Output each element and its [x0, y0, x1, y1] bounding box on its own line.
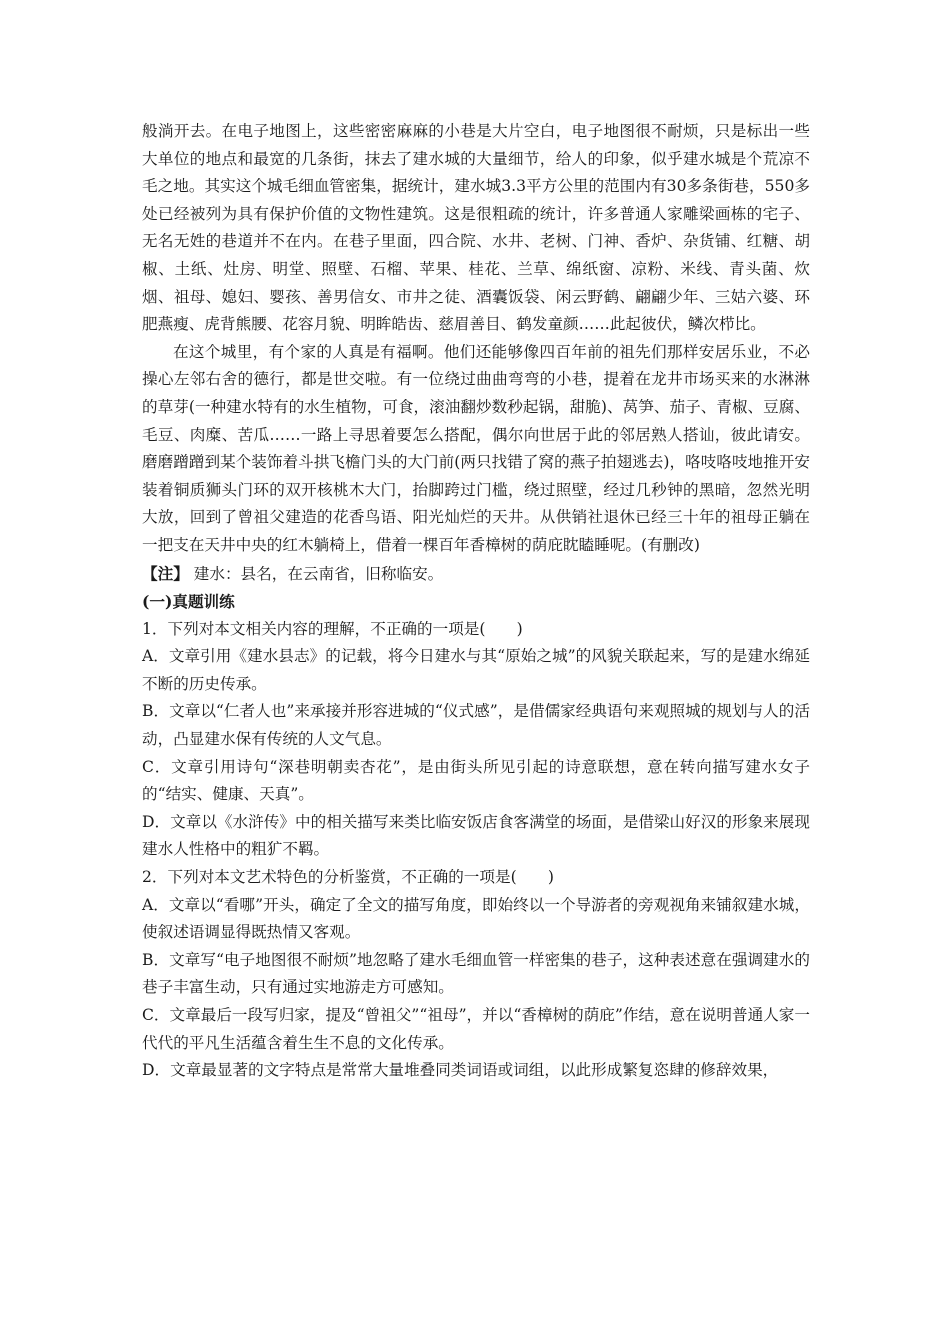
option-b: B．文章以“仁者人也”来承接并形容进城的“仪式感”，是借儒家经典语句来观照城的规划与人的活动，凸显建水保有传统的人文气息。 [142, 702, 810, 749]
option-a: A．文章引用《建水县志》的记载，将今日建水与其“原始之城”的风貌关联起来，写的是建水绵延不断的历史传承。 [142, 647, 810, 693]
passage-paragraph-1: 般淌开去。在电子地图上，这些密密麻麻的小巷是大片空白，电子地图很不耐烦，只是标出一些大单位的地点和最宽的几条街，抹去了建水城的大量细节，给人的印象，似乎建水城是个荒凉不毛之地。其实这个城毛细血管密集，据统计，建水城3.3平方公里的范围内有30多条街巷，550多处已经被列为具有保护价值的文物性建筑。这是很粗疏的统计，许多普通人家雕梁画栋的宅子、无名无姓的巷道并不在内。在巷子里面，四合院、水井、老树、门神、香炉、杂货铺、红糖、胡椒、土纸、灶房、明堂、照壁、石榴、苹果、桂花、兰草、绵纸窗、凉粉、米线、青头菌、炊烟、祖母、媳妇、婴孩、善男信女、市井之徒、酒囊饭袋、闲云野鹤、翩翩少年、三姑六婆、环肥燕瘦、虎背熊腰、花容月貌、明眸皓齿、慈眉善目、鹤发童颜……此起彼伏，鳞次栉比。 [142, 122, 810, 334]
option-d: D．文章以《水浒传》中的相关描写来类比临安饭店食客满堂的场面，是借梁山好汉的形象来展现建水人性格中的粗犷不羁。 [142, 812, 810, 859]
note-text: 建水：县名，在云南省，旧称临安。 [188, 564, 444, 583]
option-b: B．文章写“电子地图很不耐烦”地忽略了建水毛细血管一样密集的巷子，这种表述意在强调建水的巷子丰富生动，只有通过实地游走方可感知。 [142, 950, 810, 997]
question-1 [142, 616, 810, 864]
note-label: 【注】 [142, 563, 189, 583]
option-d: D．文章最显著的文字特点是常常大量堆叠同类词语或词组，以此形成繁复恣肆的修辞效果， [142, 1061, 779, 1080]
question-stem: 2．下列对本文艺术特色的分析鉴赏，不正确的一项是( ) [142, 868, 554, 887]
question-stem: 1．下列对本文相关内容的理解，不正确的一项是( ) [142, 619, 523, 638]
question-2 [142, 864, 810, 1085]
option-c: C．文章最后一段写归家，提及“曾祖父”“祖母”，并以“香樟树的荫庇”作结，意在说明普通人家一代代的平凡生活蕴含着生生不息的文化传承。 [142, 1006, 810, 1052]
option-a: A．文章以“看哪”开头，确定了全文的描写角度，即始终以一个导游者的旁观视角来铺叙建水城，使叙述语调显得既热情又客观。 [142, 895, 810, 942]
annotation-note [142, 560, 810, 589]
passage-paragraph-2: 在这个城里，有个家的人真是有福啊。他们还能够像四百年前的祖先们那样安居乐业，不必操心左邻右舍的德行，都是世交啦。有一位绕过曲曲弯弯的小巷，提着在龙井市场买来的水淋淋的草芽(一种建水特有的水生植物，可食，滚油翻炒数秒起锅，甜脆)、莴笋、茄子、青椒、豆腐、毛豆、肉糜、苦瓜……一路上寻思着要怎么搭配，偶尔向世居于此的邻居熟人搭讪，彼此请安。磨磨蹭蹭到某个装饰着斗拱飞檐门头的大门前(两只找错了窝的燕子拍翅逃去)，咯吱咯吱地推开安装着铜质狮头门环的双开核桃木大门，抬脚跨过门槛，绕过照壁，经过几秒钟的黑暗，忽然光明大放，回到了曾祖父建造的花香鸟语、阳光灿烂的天井。从供销社退休已经三十年的祖母正躺在一把支在天井中央的红木躺椅上，借着一棵百年香樟树的荫庇眈瞌睡呢。(有删改) [142, 342, 810, 554]
document-page [142, 118, 810, 1085]
section-title: (一)真题训练 [142, 592, 235, 612]
option-c: C．文章引用诗句“深巷明朝卖杏花”，是由街头所见引起的诗意联想，意在转向描写建水女子的“结实、健康、天真”。 [142, 757, 810, 804]
